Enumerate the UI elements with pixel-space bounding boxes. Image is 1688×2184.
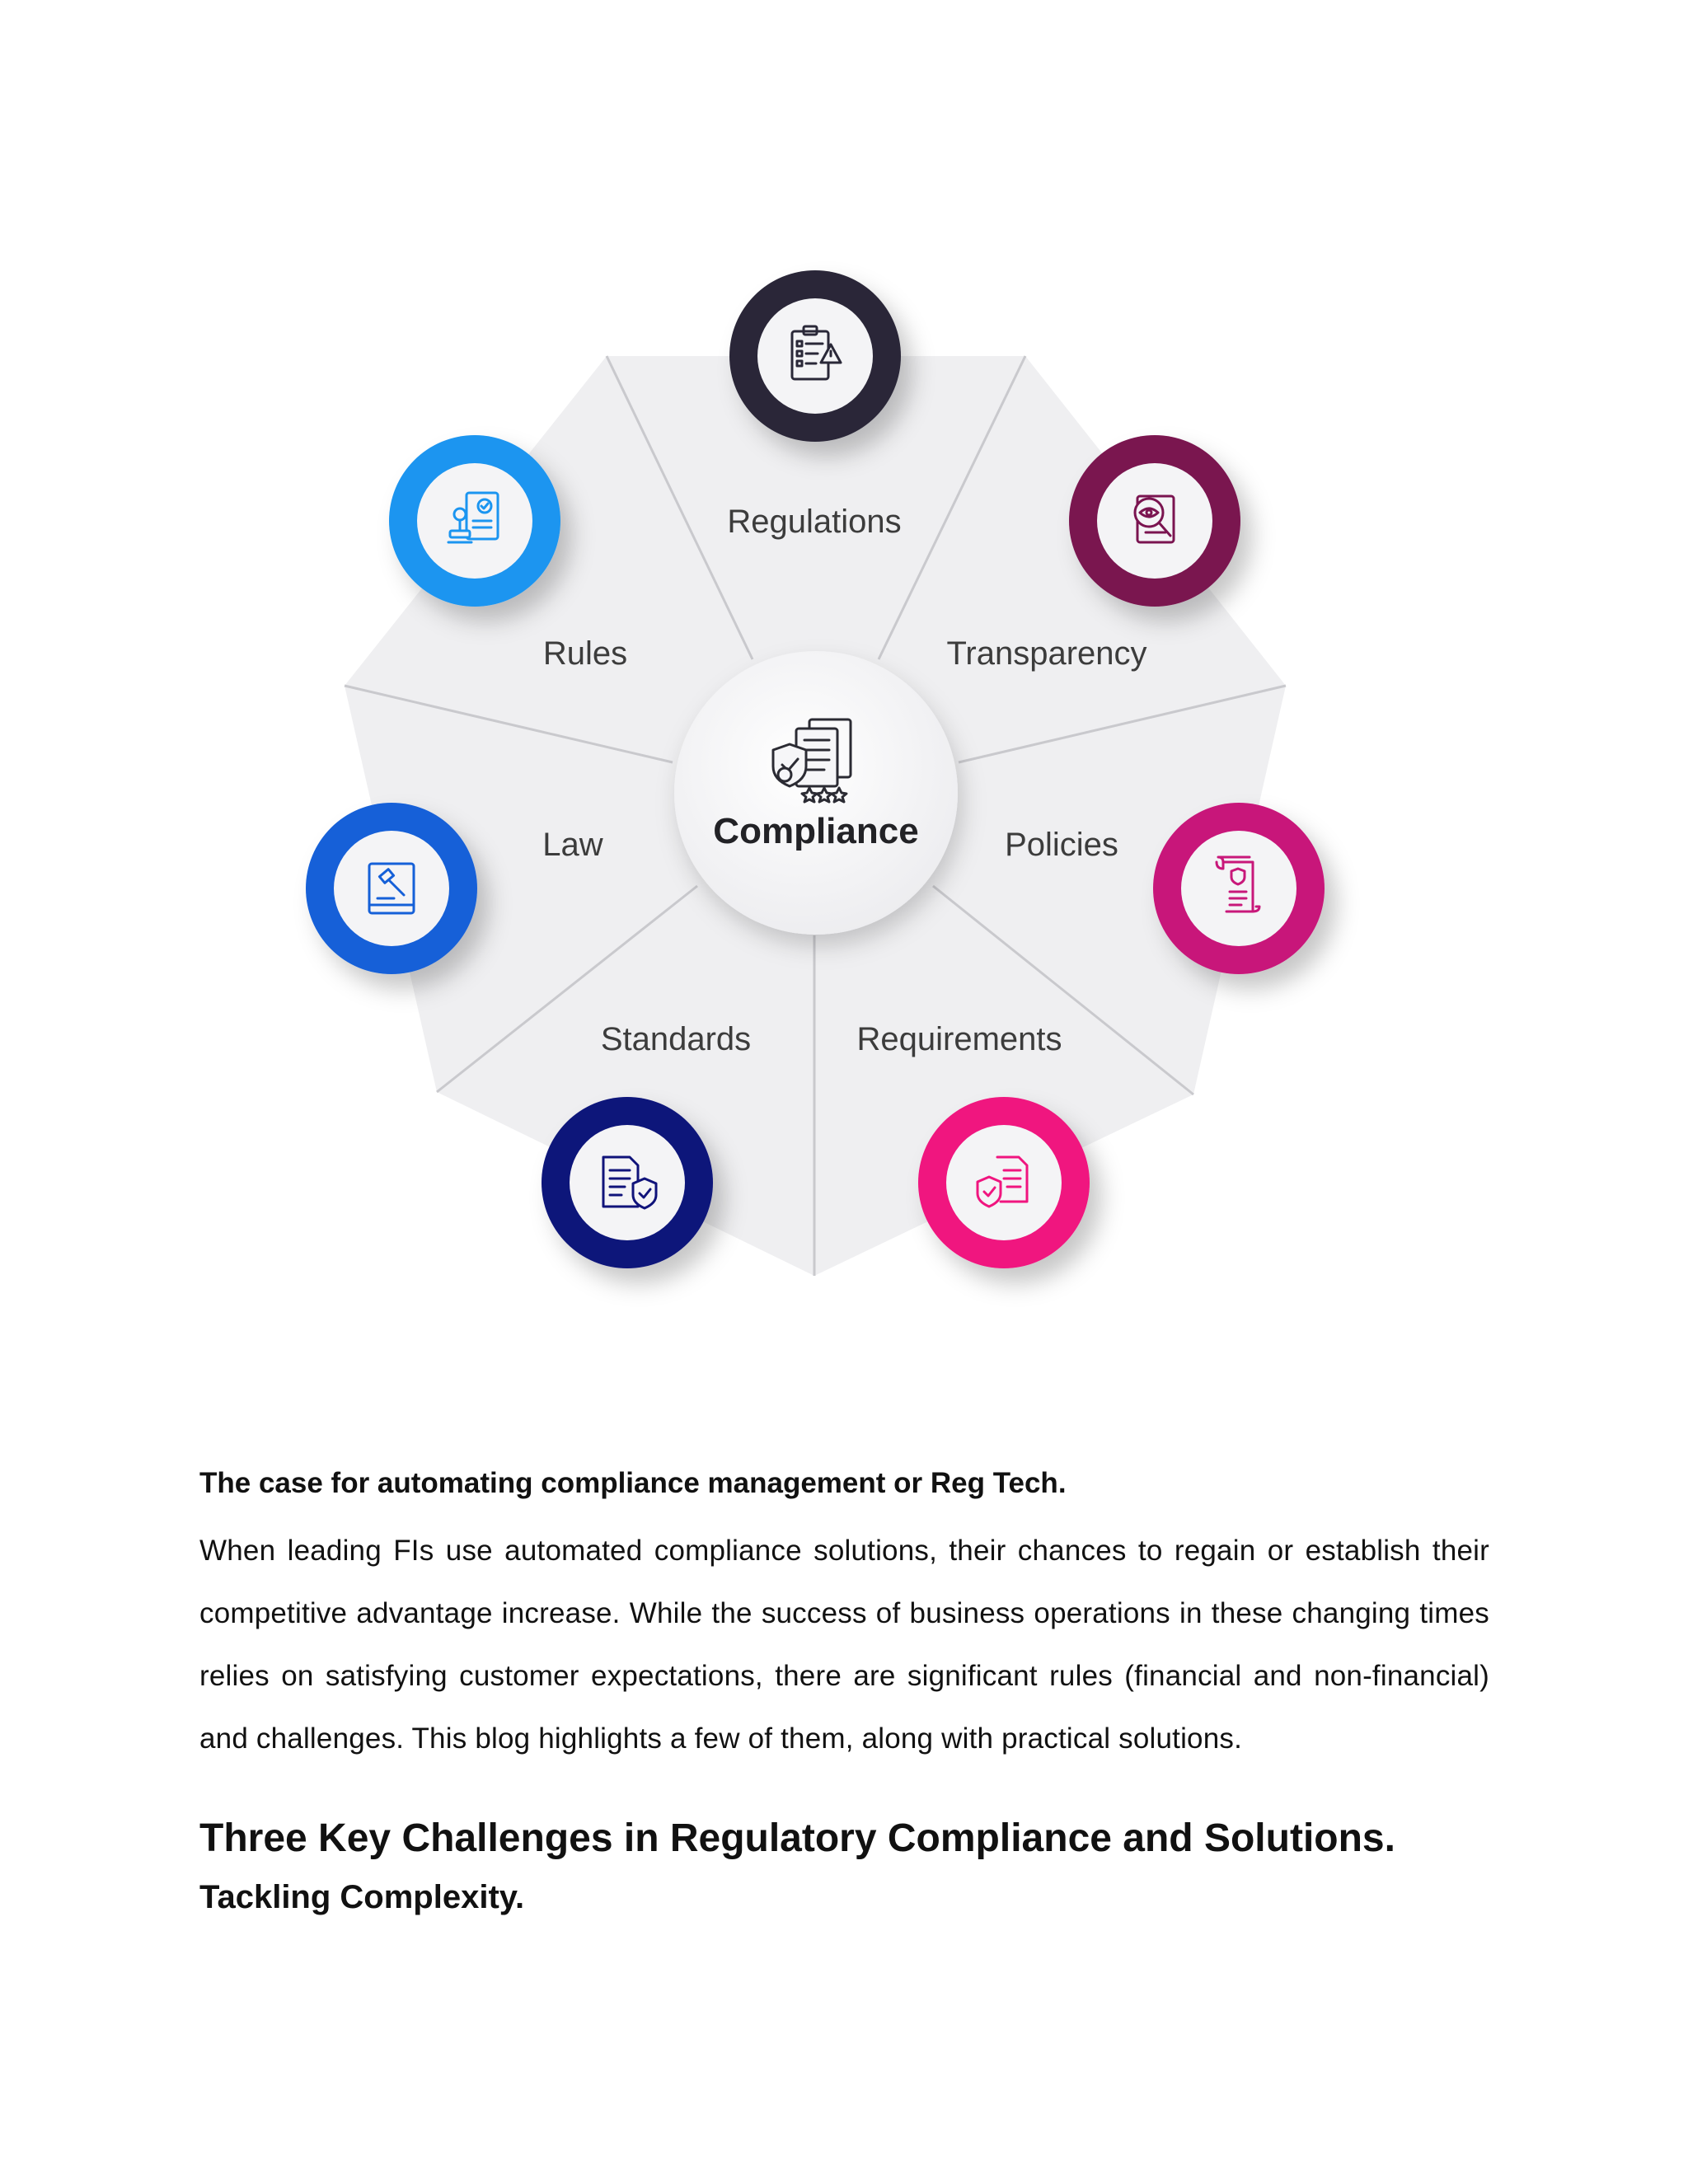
regulations-badge: [729, 270, 901, 442]
center-label: Compliance: [713, 811, 919, 851]
label-requirements: Requirements: [856, 1021, 1062, 1057]
article-text: [199, 1459, 1489, 1924]
sub-heading: Tackling Complexity.: [199, 1879, 525, 1915]
label-regulations: Regulations: [727, 504, 902, 540]
law-badge: [306, 803, 477, 974]
label-standards: Standards: [600, 1021, 752, 1057]
requirements-badge: [918, 1097, 1090, 1268]
policies-badge: [1153, 803, 1325, 974]
section-heading: Three Key Challenges in Regulatory Compliance and Solutions.: [199, 1816, 1395, 1860]
label-rules: Rules: [542, 635, 628, 672]
label-transparency: Transparency: [946, 635, 1147, 672]
intro-heading: The case for automating compliance management or Reg Tech.: [199, 1467, 1067, 1499]
intro-paragraph: When leading FIs use automated compliance solutions, their chances to regain or establish their competitive advantage increase. While the success of business operations in these changing times relies on satisfying customer expectations, there are significant rules (financial and non-financial) and challenges. This blog highlights a few of them, along with practical solutions.: [199, 1535, 1489, 1755]
label-policies: Policies: [1005, 827, 1118, 863]
center-hub: [674, 651, 958, 935]
standards-badge: [542, 1097, 713, 1268]
label-law: Law: [542, 827, 603, 863]
